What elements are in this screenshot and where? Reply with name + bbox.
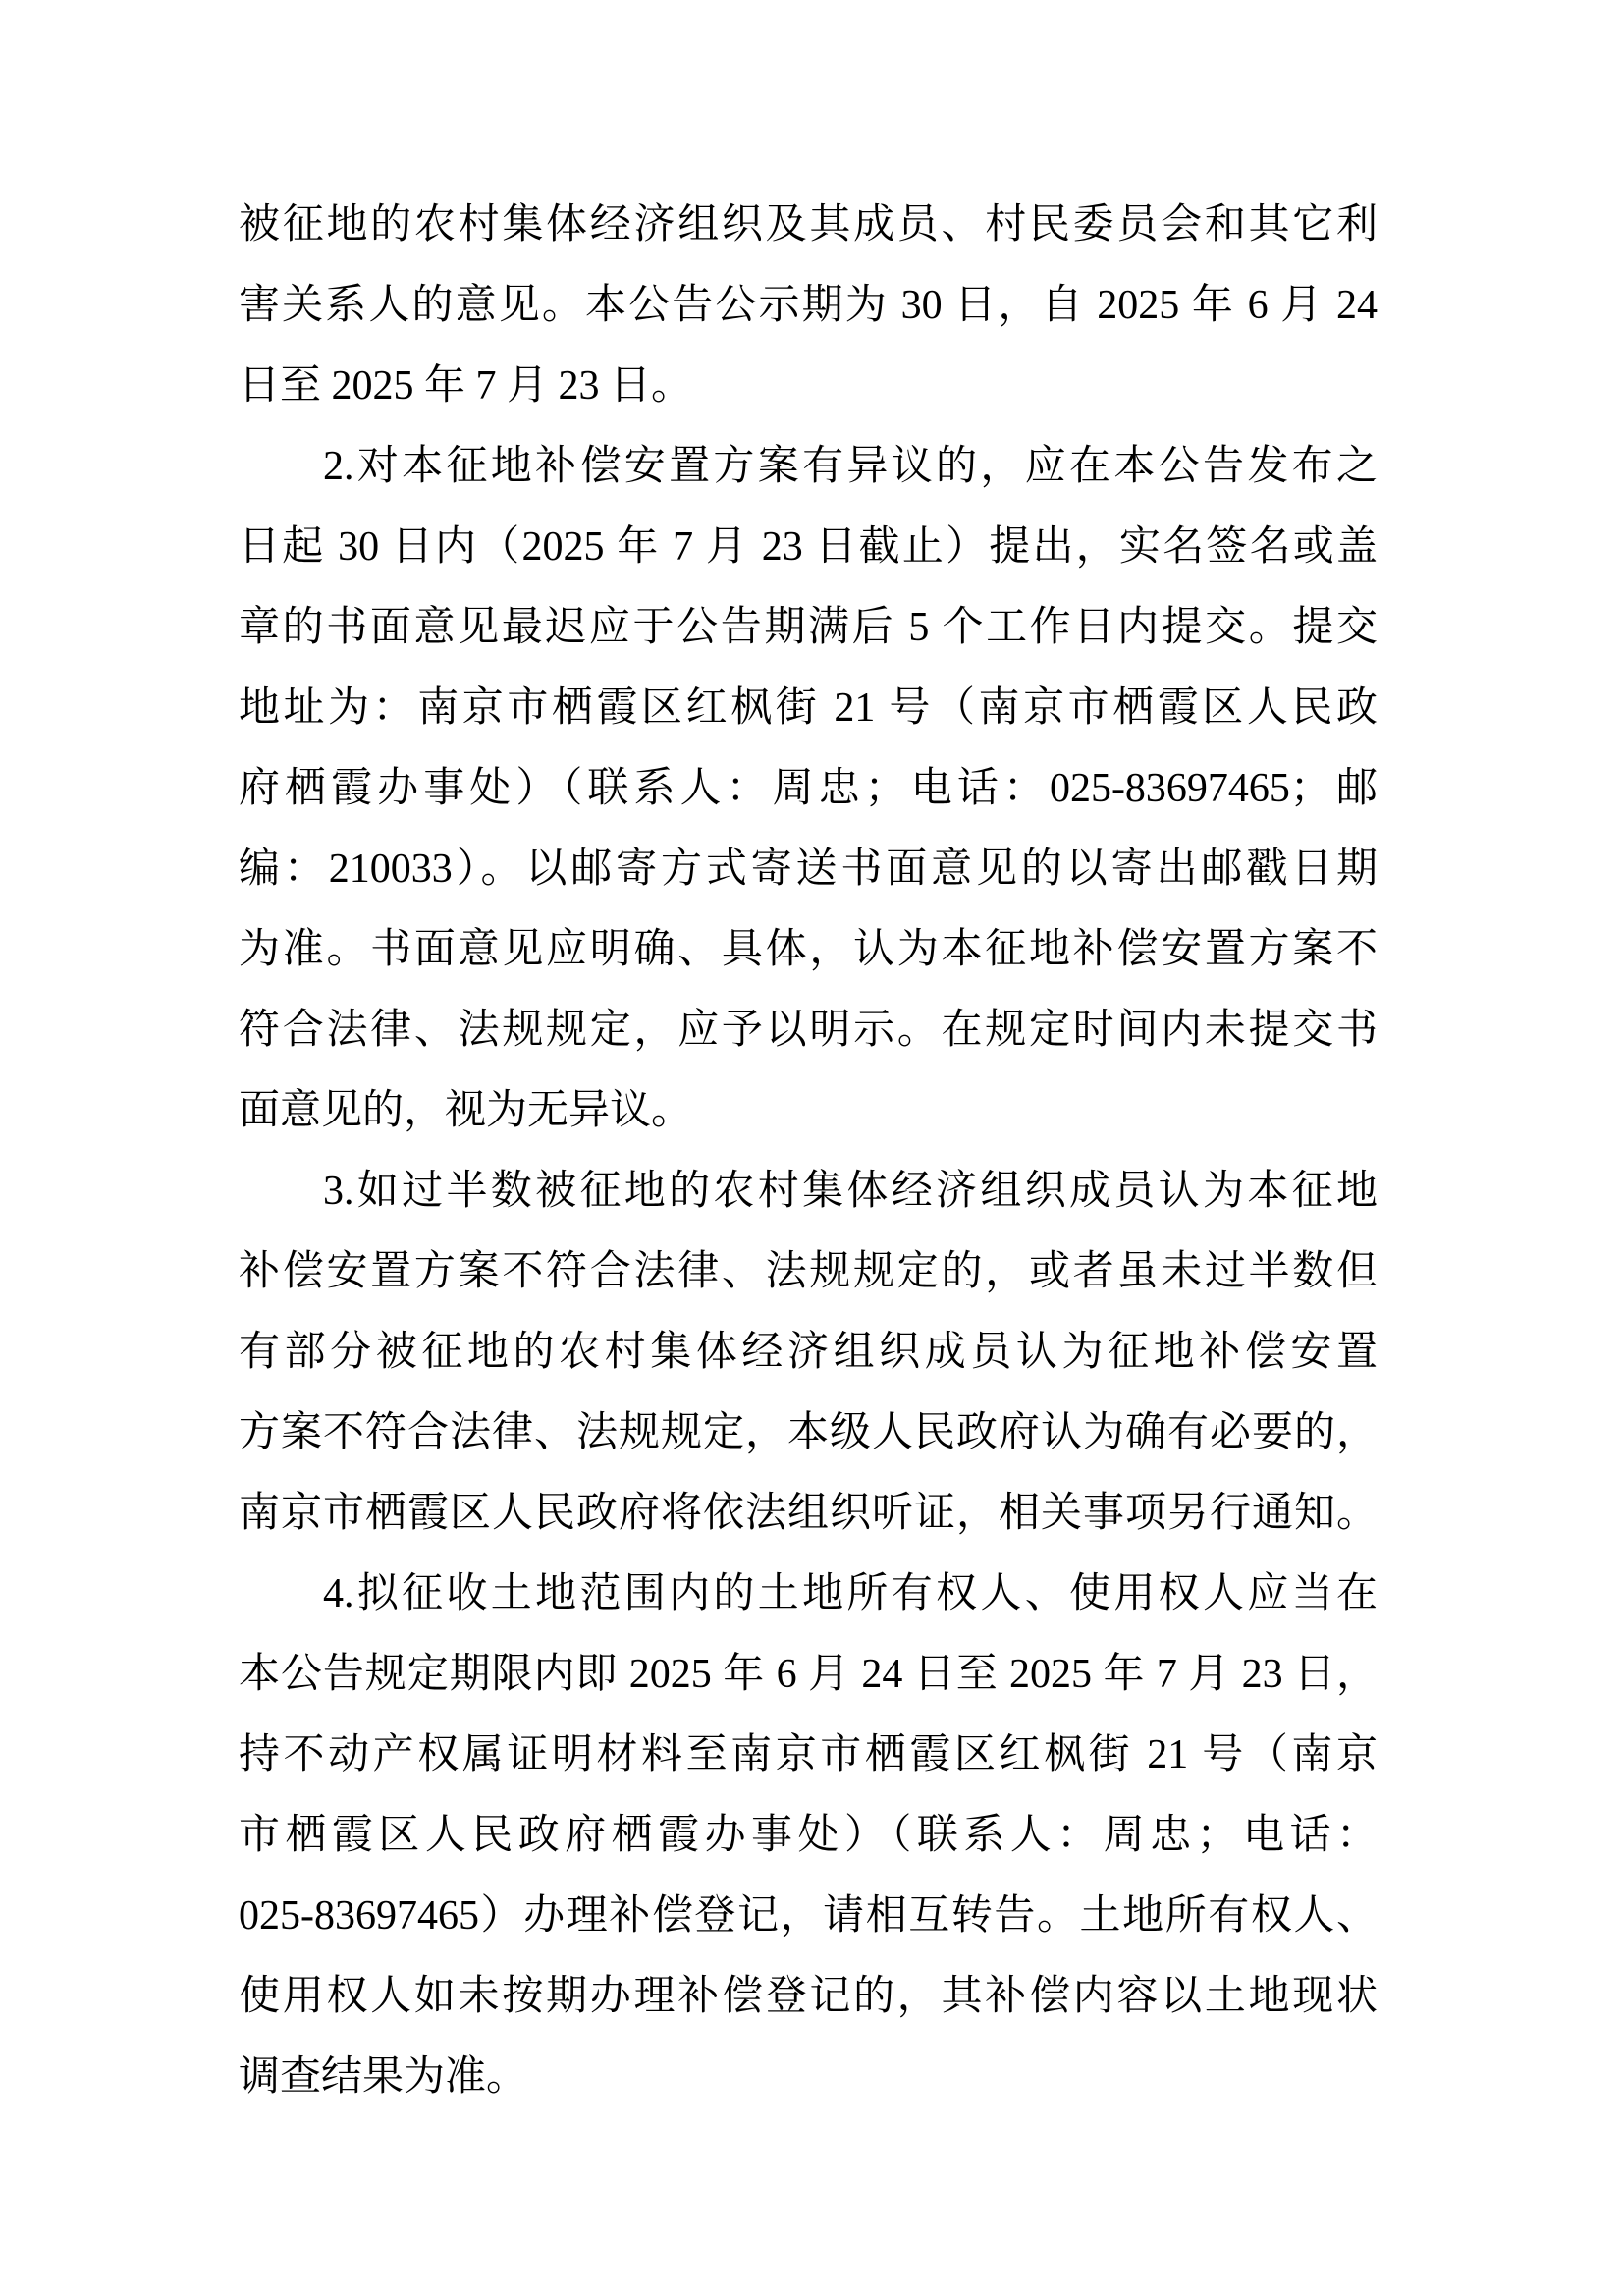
text-line: 南京市栖霞区人民政府将依法组织听证，相关事项另行通知。: [239, 1491, 1378, 1536]
text-line: 3.如过半数被征地的农村集体经济组织成员认为本征地: [323, 1169, 1378, 1214]
paragraph-continuation: [239, 185, 1378, 426]
text-line: 本公告规定期限内即 2025 年 6 月 24 日至 2025 年 7 月 23 日，: [239, 1652, 1378, 1697]
text-line: 调查结果为准。: [239, 2054, 528, 2100]
text-line: 有部分被征地的农村集体经济组织成员认为征地补偿安置: [239, 1330, 1378, 1375]
text-line: 市栖霞区人民政府栖霞办事处）（联系人：周忠；电话：: [239, 1813, 1378, 1858]
text-line: 被征地的农村集体经济组织及其成员、村民委员会和其它利: [239, 202, 1378, 247]
text-line: 日起 30 日内（2025 年 7 月 23 日截止）提出，实名签名或盖: [239, 524, 1378, 570]
text-line: 025-83697465）办理补偿登记，请相互转告。土地所有权人、: [239, 1893, 1378, 1939]
notice-body-text: [239, 185, 1378, 2117]
text-line: 使用权人如未按期办理补偿登记的，其补偿内容以土地现状: [239, 1974, 1378, 2019]
text-line: 日至 2025 年 7 月 23 日。: [239, 363, 693, 409]
text-line: 地址为：南京市栖霞区红枫街 21 号（南京市栖霞区人民政: [239, 685, 1378, 731]
text-line: 符合法律、法规规定，应予以明示。在规定时间内未提交书: [239, 1008, 1378, 1053]
text-line: 府栖霞办事处）（联系人：周忠；电话：025-83697465；邮: [239, 766, 1378, 811]
text-line: 面意见的，视为无异议。: [239, 1088, 693, 1133]
text-line: 4.拟征收土地范围内的土地所有权人、使用权人应当在: [323, 1571, 1378, 1616]
text-line: 编：210033）。以邮寄方式寄送书面意见的以寄出邮戳日期: [239, 847, 1378, 892]
text-line: 为准。书面意见应明确、具体，认为本征地补偿安置方案不: [239, 927, 1378, 972]
text-line: 补偿安置方案不符合法律、法规规定的，或者虽未过半数但: [239, 1249, 1378, 1294]
paragraph-item-2: [239, 426, 1378, 1151]
text-line: 持不动产权属证明材料至南京市栖霞区红枫街 21 号（南京: [239, 1732, 1378, 1777]
text-line: 害关系人的意见。本公告公示期为 30 日，自 2025 年 6 月 24: [239, 283, 1378, 328]
text-line: 章的书面意见最迟应于公告期满后 5 个工作日内提交。提交: [239, 605, 1378, 650]
paragraph-item-3: [239, 1151, 1378, 1554]
text-line: 方案不符合法律、法规规定，本级人民政府认为确有必要的，: [239, 1410, 1378, 1455]
text-line: 2.对本征地补偿安置方案有异议的，应在本公告发布之: [323, 444, 1378, 489]
paragraph-item-4: [239, 1554, 1378, 2117]
